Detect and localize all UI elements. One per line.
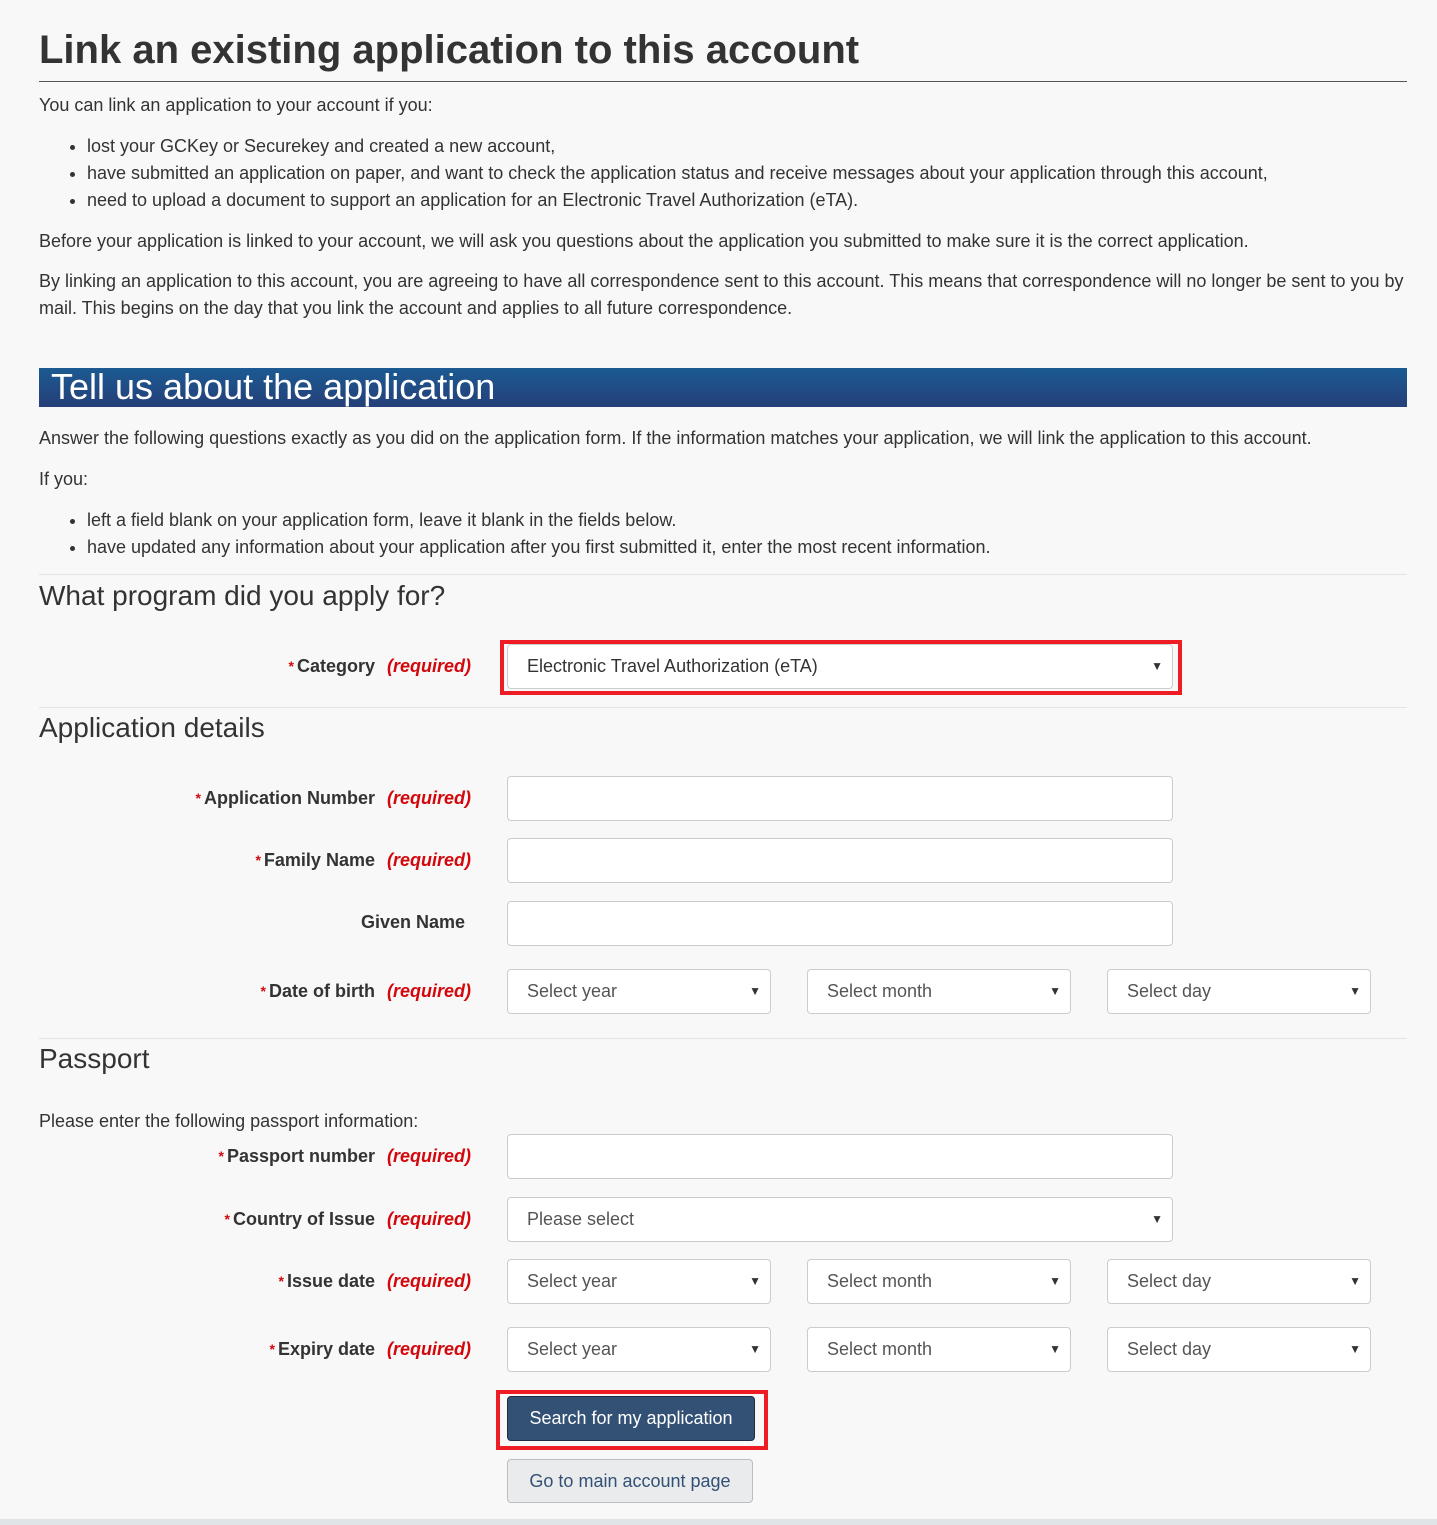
- family-name-label: * Family Name (required): [255, 850, 471, 870]
- chevron-down-icon: ▼: [1049, 1342, 1061, 1356]
- family-name-input[interactable]: [507, 838, 1173, 883]
- expiry-date-label: * Expiry date (required): [269, 1339, 471, 1359]
- chevron-down-icon: ▼: [1349, 1274, 1361, 1288]
- dob-label: * Date of birth (required): [260, 981, 471, 1001]
- chevron-down-icon: ▼: [1151, 1212, 1163, 1226]
- main-account-button[interactable]: Go to main account page: [507, 1459, 753, 1503]
- chevron-down-icon: ▼: [749, 1274, 761, 1288]
- expiry-day-select[interactable]: Select day ▼: [1107, 1327, 1371, 1372]
- passport-intro: Please enter the following passport information:: [39, 1111, 419, 1131]
- issue-month-select[interactable]: Select month ▼: [807, 1259, 1071, 1304]
- issue-date-label: * Issue date (required): [278, 1271, 471, 1291]
- list-item: • lost your GCKey or Securekey and created a new account,: [87, 133, 1268, 160]
- details-heading: Application details: [39, 712, 265, 743]
- chevron-down-icon: ▼: [1349, 984, 1361, 998]
- dob-year-select[interactable]: Select year ▼: [507, 969, 771, 1014]
- category-label: * Category (required): [288, 656, 471, 676]
- application-number-input[interactable]: [507, 776, 1173, 821]
- program-heading: What program did you apply for?: [39, 580, 446, 611]
- paragraph: Before your application is linked to your account, we will ask you questions about the application you submitted to make sure it is the correct application.: [39, 231, 1249, 251]
- page-title: Link an existing application to this account: [39, 28, 1407, 82]
- list-item: • have updated any information about your application after you first submitted it, enter the most recent information.: [87, 534, 991, 561]
- given-name-label: Given Name: [360, 912, 465, 932]
- search-application-button[interactable]: Search for my application: [507, 1396, 755, 1441]
- divider: [39, 1038, 1407, 1039]
- chevron-down-icon: ▼: [1049, 1274, 1061, 1288]
- section-banner: Tell us about the application: [39, 368, 1407, 407]
- divider: [39, 574, 1407, 575]
- chevron-down-icon: ▼: [749, 984, 761, 998]
- footer-bar: [0, 1519, 1437, 1525]
- intro-text: You can link an application to your account if you:: [39, 95, 433, 115]
- chevron-down-icon: ▼: [1049, 984, 1061, 998]
- dob-day-select[interactable]: Select day ▼: [1107, 969, 1371, 1014]
- issue-day-select[interactable]: Select day ▼: [1107, 1259, 1371, 1304]
- chevron-down-icon: ▼: [1151, 659, 1163, 673]
- chevron-down-icon: ▼: [1349, 1342, 1361, 1356]
- country-select[interactable]: Please select ▼: [507, 1197, 1173, 1242]
- expiry-month-select[interactable]: Select month ▼: [807, 1327, 1071, 1372]
- passport-number-label: * Passport number (required): [218, 1146, 471, 1166]
- list-item: • left a field blank on your application form, leave it blank in the fields below.: [87, 507, 991, 534]
- issue-year-select[interactable]: Select year ▼: [507, 1259, 771, 1304]
- if-list: [87, 507, 991, 561]
- paragraph: If you:: [39, 469, 89, 489]
- app-number-label: * Application Number (required): [195, 788, 471, 808]
- expiry-year-select[interactable]: Select year ▼: [507, 1327, 771, 1372]
- list-item: • need to upload a document to support an application for an Electronic Travel Authorization (eTA).: [87, 187, 1268, 214]
- intro-list: [87, 133, 1268, 214]
- divider: [39, 707, 1407, 708]
- country-label: * Country of Issue (required): [224, 1209, 471, 1229]
- given-name-input[interactable]: [507, 901, 1173, 946]
- dob-month-select[interactable]: Select month ▼: [807, 969, 1071, 1014]
- list-item: • have submitted an application on paper, and want to check the application status and receive messages about your application through this account,: [87, 160, 1268, 187]
- passport-number-input[interactable]: [507, 1134, 1173, 1179]
- passport-heading: Passport: [39, 1043, 150, 1074]
- category-select[interactable]: Electronic Travel Authorization (eTA) ▼: [507, 644, 1173, 689]
- paragraph: By linking an application to this account, you are agreeing to have all correspondence sent to this account. This means that correspondence will no longer be sent to you by mail. This begins on the day that you link the account and applies to all future correspondence.: [39, 271, 1404, 318]
- chevron-down-icon: ▼: [749, 1342, 761, 1356]
- paragraph: Answer the following questions exactly as you did on the application form. If the information matches your application, we will link the application to this account.: [39, 428, 1312, 448]
